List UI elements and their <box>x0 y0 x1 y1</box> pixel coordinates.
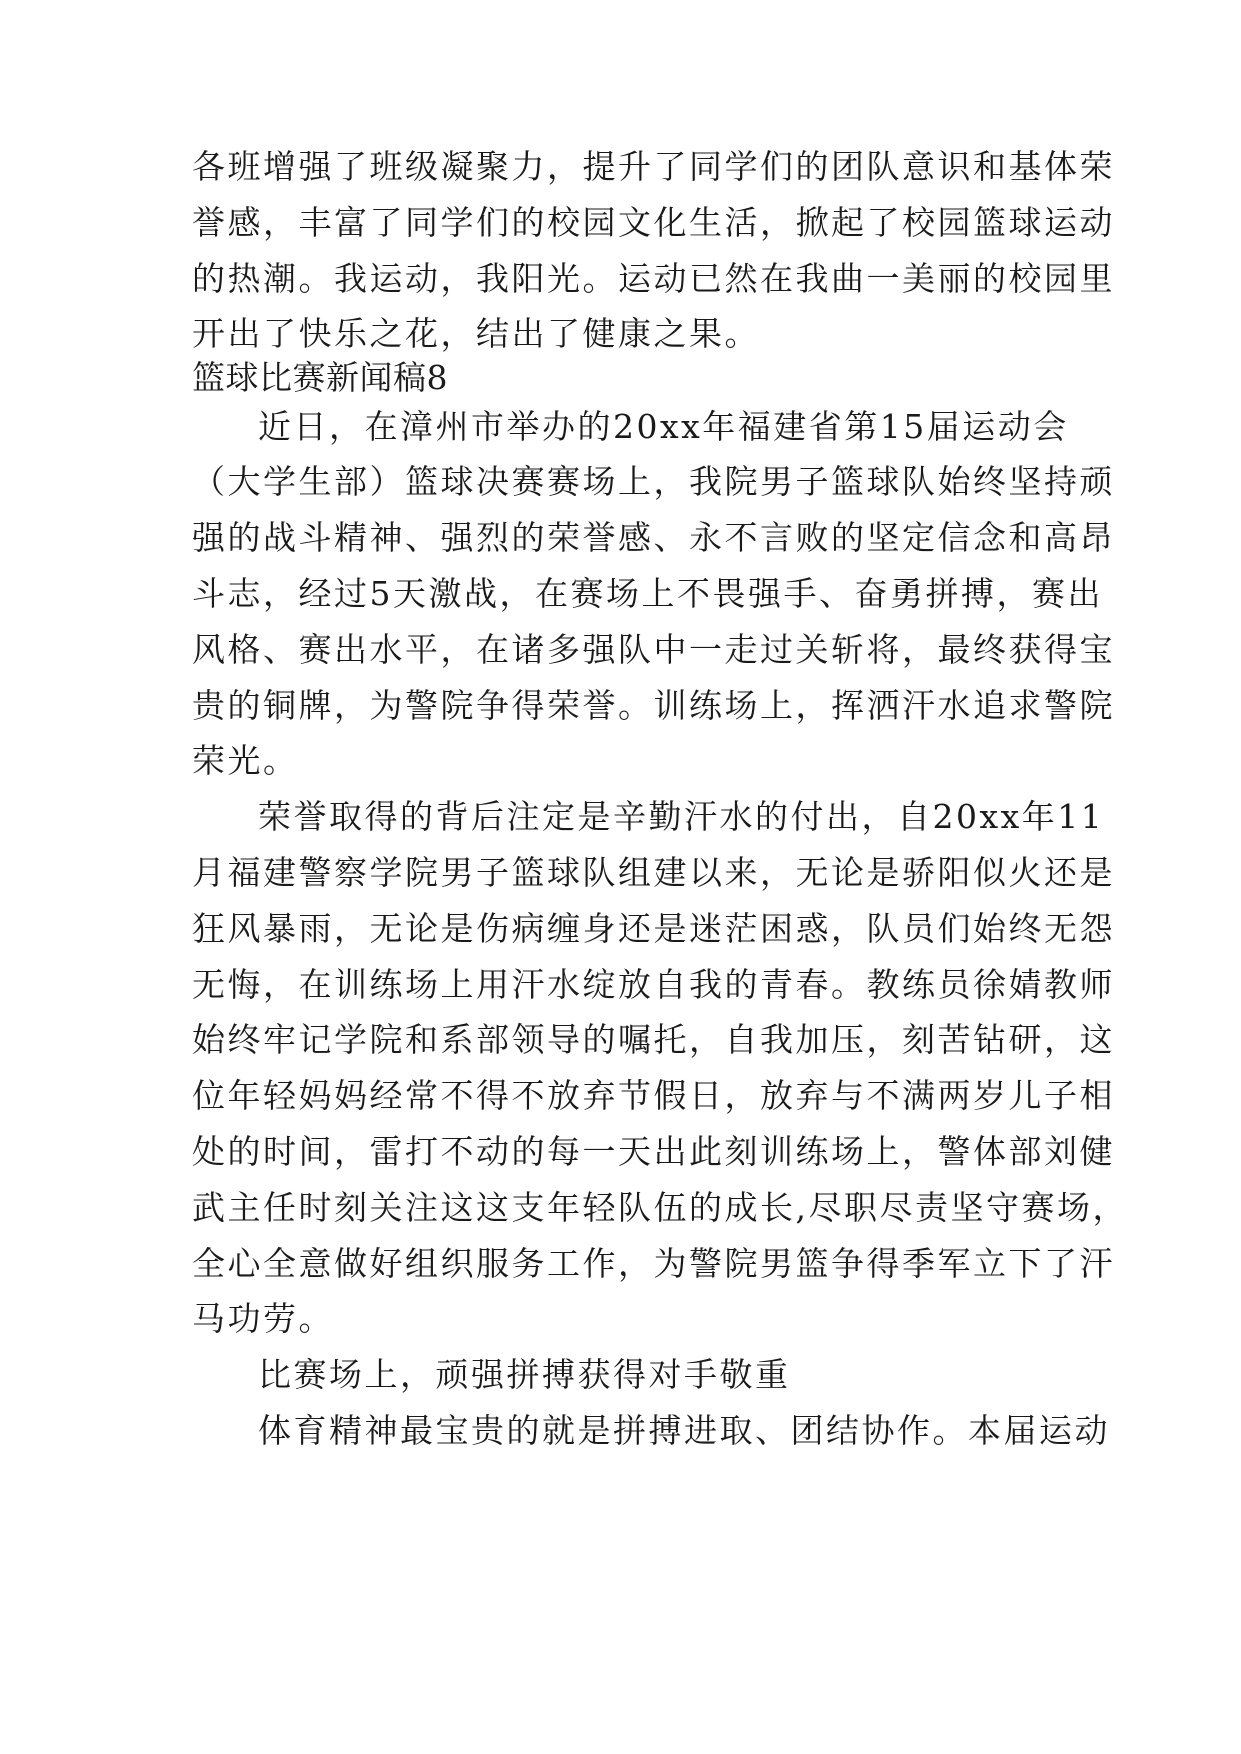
paragraph-line: 马功劳。 <box>192 1299 334 1338</box>
paragraph-line: 荣光。 <box>192 741 299 780</box>
paragraph-line: 无悔，在训练场上用汗水绽放自我的青春。教练员徐婧教师 <box>192 965 1115 1004</box>
paragraph-line: 近日，在漳州市举办的20xx年福建省第15届运动会 <box>258 407 1069 446</box>
paragraph-line: 风格、赛出水平，在诸多强队中一走过关斩将，最终获得宝 <box>192 630 1115 669</box>
paragraph-line: 斗志，经过5天激战，在赛场上不畏强手、奋勇拼搏，赛出 <box>192 574 1103 613</box>
paragraph-line: 贵的铜牌，为警院争得荣誉。训练场上，挥洒汗水追求警院 <box>192 686 1115 725</box>
paragraph-line: 全心全意做好组织服务工作，为警院男篮争得季军立下了汗 <box>192 1244 1115 1283</box>
paragraph-line: 体育精神最宝贵的就是拼搏进取、团结协作。本届运动 <box>258 1411 1110 1450</box>
paragraph-line: 处的时间，雷打不动的每一天出此刻训练场上，警体部刘健 <box>192 1132 1115 1171</box>
paragraph-line: 的热潮。我运动，我阳光。运动已然在我曲一美丽的校园里 <box>192 259 1115 298</box>
paragraph-line: 武主任时刻关注这这支年轻队伍的成长,尽职尽责坚守赛场， <box>192 1188 1128 1227</box>
paragraph-line: 位年轻妈妈经常不得不放弃节假日，放弃与不满两岁儿子相 <box>192 1076 1115 1115</box>
paragraph-line: 开出了快乐之花，结出了健康之果。 <box>192 314 760 353</box>
paragraph-line: （大学生部）篮球决赛赛场上，我院男子篮球队始终坚持顽 <box>192 462 1115 501</box>
paragraph-line: 各班增强了班级凝聚力，提升了同学们的团队意识和基体荣 <box>192 147 1115 186</box>
paragraph-line: 誉感，丰富了同学们的校园文化生活，掀起了校园篮球运动 <box>192 203 1115 242</box>
paragraph-line: 月福建警察学院男子篮球队组建以来，无论是骄阳似火还是 <box>192 853 1115 892</box>
paragraph-line: 始终牢记学院和系部领导的嘱托，自我加压，刻苦钻研，这 <box>192 1020 1115 1059</box>
paragraph-line: 荣誉取得的背后注定是辛勤汗水的付出，自20xx年11 <box>258 797 1105 836</box>
section-heading: 篮球比赛新闻稿8 <box>192 358 448 397</box>
subheading-line: 比赛场上，顽强拼搏获得对手敬重 <box>258 1355 791 1394</box>
paragraph-line: 强的战斗精神、强烈的荣誉感、永不言败的坚定信念和高昂 <box>192 518 1115 557</box>
paragraph-line: 狂风暴雨，无论是伤病缠身还是迷茫困惑，队员们始终无怨 <box>192 909 1115 948</box>
